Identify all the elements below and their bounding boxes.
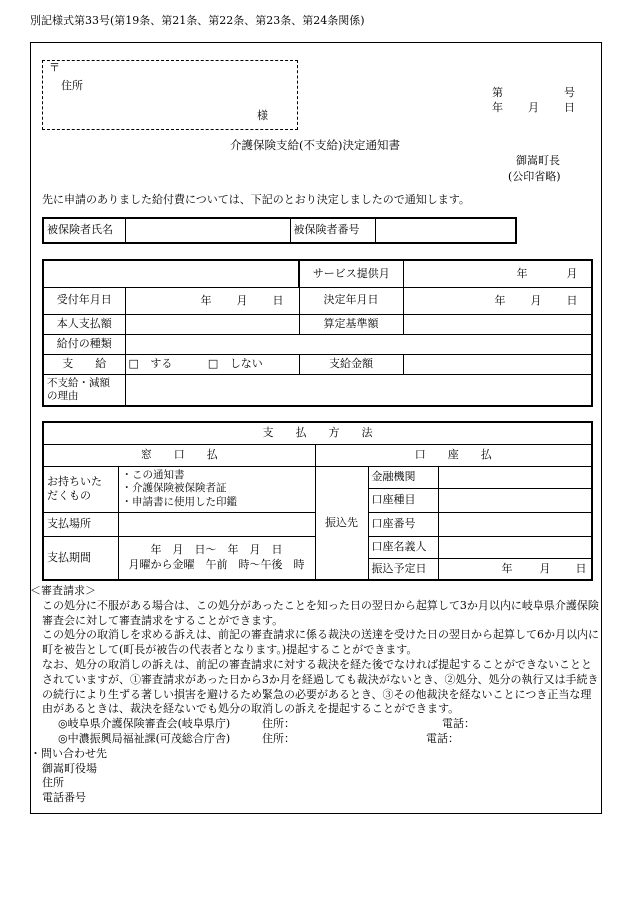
bring-item: ・申請書に使用した印鑑: [121, 495, 237, 508]
reason-value[interactable]: [125, 374, 592, 406]
form-label: 別記様式第33号(第19条、第21条、第22条、第23条、第24条関係): [30, 14, 365, 27]
benefit-type-row: [43, 334, 592, 354]
location-label: 支払場所: [43, 512, 118, 536]
benefit-type-label: 給付の種類: [43, 334, 125, 354]
contact2-name: ◎中濃振興局福祉課(可茂総合庁舎): [58, 731, 231, 745]
insured-row: [43, 218, 516, 243]
received-label: 受付年月日: [43, 287, 125, 314]
contact2-phone: 電話：: [426, 731, 459, 745]
reason-label: [43, 374, 125, 406]
account-number-value[interactable]: [438, 512, 592, 536]
insured-name-value[interactable]: [125, 218, 290, 243]
contact-line-2: [30, 732, 602, 747]
transfer-date-day: 日: [575, 561, 587, 575]
inquiry-office: 御嵩町役場: [42, 761, 97, 775]
address-label: 住所: [61, 79, 83, 92]
received-row: [43, 287, 592, 314]
payment-yes-label: する: [150, 356, 173, 370]
counter-payment-header: 窓 口 払: [43, 444, 315, 466]
doc-date-day: 日: [564, 101, 575, 114]
reason-row: [43, 374, 592, 406]
contact1-phone: 電話：: [442, 717, 475, 731]
insured-number-label: 被保険者番号: [290, 218, 375, 243]
bring-items-label-line1: お持ちいた: [47, 474, 102, 488]
received-year: 年: [200, 293, 212, 307]
self-payment-value[interactable]: [125, 314, 299, 334]
transfer-date-value[interactable]: [438, 558, 592, 580]
location-value[interactable]: [118, 512, 315, 536]
insured-number-value[interactable]: [375, 218, 516, 243]
contact-line-1: [30, 717, 602, 732]
payment-method-header-row: [43, 444, 592, 466]
payment-yes-checkbox[interactable]: □: [128, 356, 139, 370]
bank-label: 金融機関: [368, 466, 438, 488]
account-holder-value[interactable]: [438, 536, 592, 558]
service-month-month: 月: [566, 266, 578, 280]
received-value[interactable]: [125, 287, 299, 314]
doc-date-month: 月: [528, 101, 539, 114]
reason-label-line2: の理由: [47, 389, 79, 402]
self-payment-label: 本人支払額: [43, 314, 125, 334]
doc-number-dai: 第: [492, 86, 503, 99]
document-title: 介護保険支給(不支給)決定通知書: [230, 138, 400, 152]
doc-date-year: 年: [492, 101, 503, 114]
issuer-name: 御嵩町長: [516, 154, 560, 167]
bank-row: [43, 466, 592, 488]
payment-no-checkbox[interactable]: □: [207, 356, 219, 370]
notes-paragraph-2: この処分の取消しを求める訴えは、前記の審査請求に係る裁決の送達を受けた日の翌日から起算して6か月以内に町を被告として(町長が被告の代表者となります。)提起することができます。: [42, 628, 599, 657]
decision-value[interactable]: [403, 287, 592, 314]
notes-paragraph-1: この処分に不服がある場合は、この処分があったことを知った日の翌日から起算して3か月以内に岐阜県介護保険審査会に対して審査請求をすることができます。: [42, 598, 599, 627]
transfer-label: 振込先: [315, 466, 368, 580]
payment-amount-value[interactable]: [403, 354, 592, 374]
decision-month: 月: [530, 293, 542, 307]
payment-options: [125, 354, 299, 374]
period-line2: 月曜から金曜 午前 時～午後 時: [128, 557, 305, 571]
received-month: 月: [236, 293, 248, 307]
account-type-label: 口座種目: [368, 488, 438, 512]
notes-paragraph-3: なお、処分の取消しの訴えは、前記の審査請求に対する裁決を経た後でなければ提起することができないこととされていますが、①審査請求があった日から3か月を経過しても裁決がないとき、②処分、処分の執行又は手続きの続行により生ずる著しい損害を避けるため緊急の必要があるとき、③その他裁決を経ないことにつき正当な理由があるときは、裁決を経ないでも処分の取消しの訴えを提起することができます。: [42, 657, 599, 716]
notes-heading: ＜審査請求＞: [30, 584, 96, 597]
service-month-year: 年: [516, 266, 528, 280]
payment-method-table: [42, 421, 593, 581]
appeal-notes: [30, 584, 602, 806]
bring-items-list: [118, 466, 315, 512]
payment-amount-label: 支給金額: [299, 354, 403, 374]
period-label: 支払期間: [43, 536, 118, 580]
account-payment-header: 口 座 払: [315, 444, 592, 466]
decision-label: 決定年月日: [299, 287, 403, 314]
transfer-date-month: 月: [539, 561, 551, 575]
benefit-type-value[interactable]: [125, 334, 592, 354]
account-type-value[interactable]: [438, 488, 592, 512]
bring-item: ・この通知書: [121, 469, 185, 482]
transfer-date-label: 振込予定日: [368, 558, 438, 580]
period-value: [118, 536, 315, 580]
payment-method-title: 支 払 方 法: [43, 422, 592, 444]
inquiry-phone: 電話番号: [42, 791, 86, 805]
bring-items-label: [43, 466, 118, 512]
decision-year: 年: [494, 293, 506, 307]
postal-mark: 〒: [49, 61, 60, 74]
bring-items-label-line2: だくもの: [47, 489, 91, 502]
account-holder-label: 口座名義人: [368, 536, 438, 558]
period-line1: 年 月 日～ 年 月 日: [150, 543, 283, 557]
service-month-row: [43, 260, 592, 287]
intro-text: 先に申請のありました給付費については、下記のとおり決定しましたので通知します。: [42, 193, 470, 206]
decision-day: 日: [566, 293, 578, 307]
self-payment-row: [43, 314, 592, 334]
honorific-label: 様: [257, 109, 268, 122]
insured-table: [42, 217, 517, 244]
issuer-seal-note: (公印省略): [508, 170, 561, 183]
transfer-date-year: 年: [501, 561, 513, 575]
payment-method-title-row: [43, 422, 592, 444]
contact1-name: ◎岐阜県介護保険審査会(岐阜県庁): [58, 717, 231, 731]
calc-base-label: 算定基準額: [299, 314, 403, 334]
reason-label-line1: 不支給・減額: [47, 376, 110, 389]
insured-name-label: 被保険者氏名: [43, 218, 125, 243]
bring-item: ・介護保険被保険者証: [121, 482, 227, 495]
blank-cell: [43, 260, 299, 287]
inquiry-address: 住所: [42, 776, 64, 790]
payment-row: [43, 354, 592, 374]
account-number-label: 口座番号: [368, 512, 438, 536]
service-month-label: サービス提供月: [299, 260, 403, 287]
payment-no-label: しない: [229, 356, 263, 370]
inquiry-label: ・問い合わせ先: [30, 746, 107, 760]
address-box: [42, 60, 298, 130]
received-day: 日: [272, 293, 284, 307]
doc-number-go: 号: [564, 86, 575, 99]
contact2-address: 住所：: [262, 731, 295, 745]
contact1-address: 住所：: [262, 717, 295, 731]
service-table: [42, 259, 593, 407]
bank-value[interactable]: [438, 466, 592, 488]
payment-label: 支 給: [43, 354, 125, 374]
calc-base-value[interactable]: [403, 314, 592, 334]
service-month-value[interactable]: [403, 260, 592, 287]
